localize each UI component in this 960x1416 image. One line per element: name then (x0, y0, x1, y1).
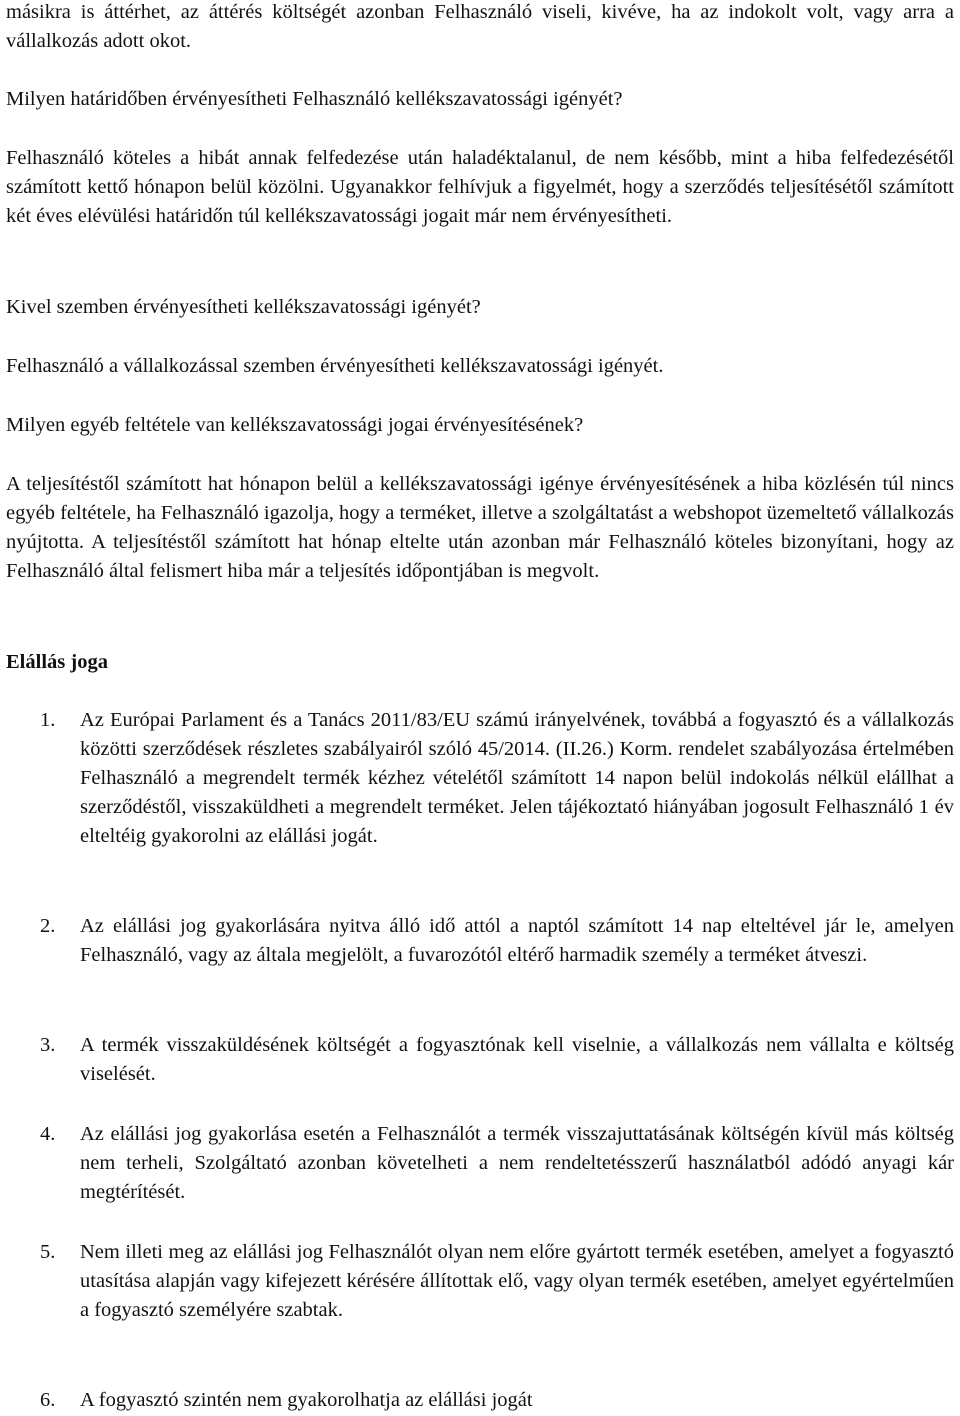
question-other-conditions: Milyen egyéb feltétele van kellékszavatossági jogai érvényesítésének? (6, 414, 584, 436)
continuation-paragraph: másikra is áttérhet, az áttérés költségét azonban Felhasználó viseli, kivéve, ha az indokolt volt, vagy arra a vállalkozás adott okot. (6, 1, 954, 52)
list-item (40, 1120, 954, 1207)
question-deadline: Milyen határidőben érvényesítheti Felhasználó kellékszavatossági igényét? (6, 88, 623, 110)
list-item-text: Az elállási jog gyakorlására nyitva álló idő attól a naptól számított 14 nap elteltével jár le, amelyen Felhasználó, vagy az általa megjelölt, a fuvarozótól eltérő harmadik személy a terméket átveszi. (80, 915, 954, 966)
list-item-text: Nem illeti meg az elállási jog Felhasználót olyan nem előre gyártott termék esetében, amelyet a fogyasztó utasítása alapján vagy kifejezett kérésére állítottak elő, vagy olyan termék esetében, amelyet egyértelműen a fogyasztó személyére szabtak. (80, 1241, 954, 1321)
list-item (40, 912, 954, 970)
list-item-number: 5. (40, 1241, 56, 1263)
list-item-number: 1. (40, 709, 56, 731)
list-item-number: 6. (40, 1389, 56, 1411)
answer-against-whom: Felhasználó a vállalkozással szemben érvényesítheti kellékszavatossági igényét. (6, 355, 664, 377)
list-item (40, 1386, 954, 1415)
answer-deadline: Felhasználó köteles a hibát annak felfedezése után haladéktalanul, de nem később, mint a hiba felfedezésétől számított kettő hónapon belül közölni. Ugyanakkor felhívjuk a figyelmét, hogy a szerződés teljesítésétől számított két éves elévülési határidőn túl kellékszavatossági jogait már nem érvényesítheti. (6, 147, 954, 227)
question-against-whom: Kivel szemben érvényesítheti kellékszavatossági igényét? (6, 296, 481, 318)
list-item-text: A fogyasztó szintén nem gyakorolhatja az elállási jogát (80, 1389, 533, 1411)
list-item (40, 1031, 954, 1089)
list-item-text: A termék visszaküldésének költségét a fogyasztónak kell viselnie, a vállalkozás nem vállalta e költség viselését. (80, 1034, 954, 1085)
list-item-number: 2. (40, 915, 56, 937)
list-item-text: Az Európai Parlament és a Tanács 2011/83/EU számú irányelvének, továbbá a fogyasztó és a vállalkozás közötti szerződések részletes szabályairól szóló 45/2014. (II.26.) Korm. rendelet szabályozása értelmében Felhasználó a megrendelt termék kézhez vételétől számított 14 napon belül indokolás nélkül elállhat a szerződéstől, visszaküldheti a megrendelt terméket. Jelen tájékoztató hiányában jogosult Felhasználó 1 év elteltéig gyakorolni az elállási jogát. (80, 709, 954, 847)
list-item-number: 4. (40, 1123, 56, 1145)
list-item-text: Az elállási jog gyakorlása esetén a Felhasználót a termék visszajuttatásának költségén kívül más költség nem terheli, Szolgáltató azonban követelheti a nem rendeltetésszerű használatból adódó anyagi kár megtérítését. (80, 1123, 954, 1203)
list-item (40, 1238, 954, 1325)
section-title: Elállás joga (6, 651, 108, 673)
list-item (40, 706, 954, 851)
answer-other-conditions: A teljesítéstől számított hat hónapon belül a kellékszavatossági igénye érvényesítésének a hiba közlésén túl nincs egyéb feltétele, ha Felhasználó igazolja, hogy a terméket, illetve a szolgáltatást a webshopot üzemeltető vállalkozás nyújtotta. A teljesítéstől számított hat hónap eltelte után azonban már Felhasználó köteles bizonyítani, hogy az Felhasználó által felismert hiba már a teljesítés időpontjában is megvolt. (6, 473, 954, 582)
list-item-number: 3. (40, 1034, 56, 1056)
